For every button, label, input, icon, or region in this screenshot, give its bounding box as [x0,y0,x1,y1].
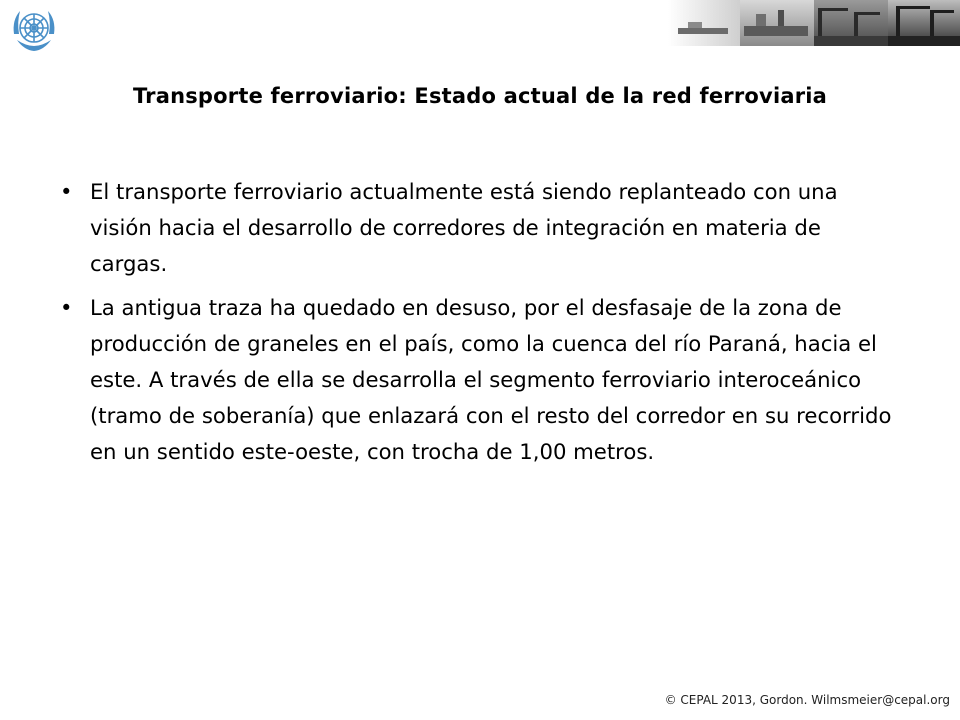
bullet-icon: • [60,179,73,204]
bullet-text: El transporte ferroviario actualmente está siendo replanteado con una visión hacia el desarrollo de corredores de integración en materia de cargas. [90,179,838,276]
footer-credit: © CEPAL 2013, Gordon. Wilmsmeier@cepal.org [664,693,950,707]
slide-title: Transporte ferroviario: Estado actual de la red ferroviaria [132,84,828,108]
port-photos-banner [668,0,960,46]
bullet-icon: • [60,295,73,320]
bullet-item [56,174,896,282]
bullet-text: La antigua traza ha quedado en desuso, por el desfasaje de la zona de producción de graneles en el país, como la cuenca del río Paraná, hacia el este. A través de ella se desarrolla el segmento ferroviario interoceánico (tramo de soberanía) que enlazará con el resto del corredor en su recorrido en un sentido este-oeste, con trocha de 1,00 metros. [90,295,892,464]
bullet-list [56,174,896,478]
bullet-item [56,290,896,470]
un-emblem-icon [8,4,60,56]
